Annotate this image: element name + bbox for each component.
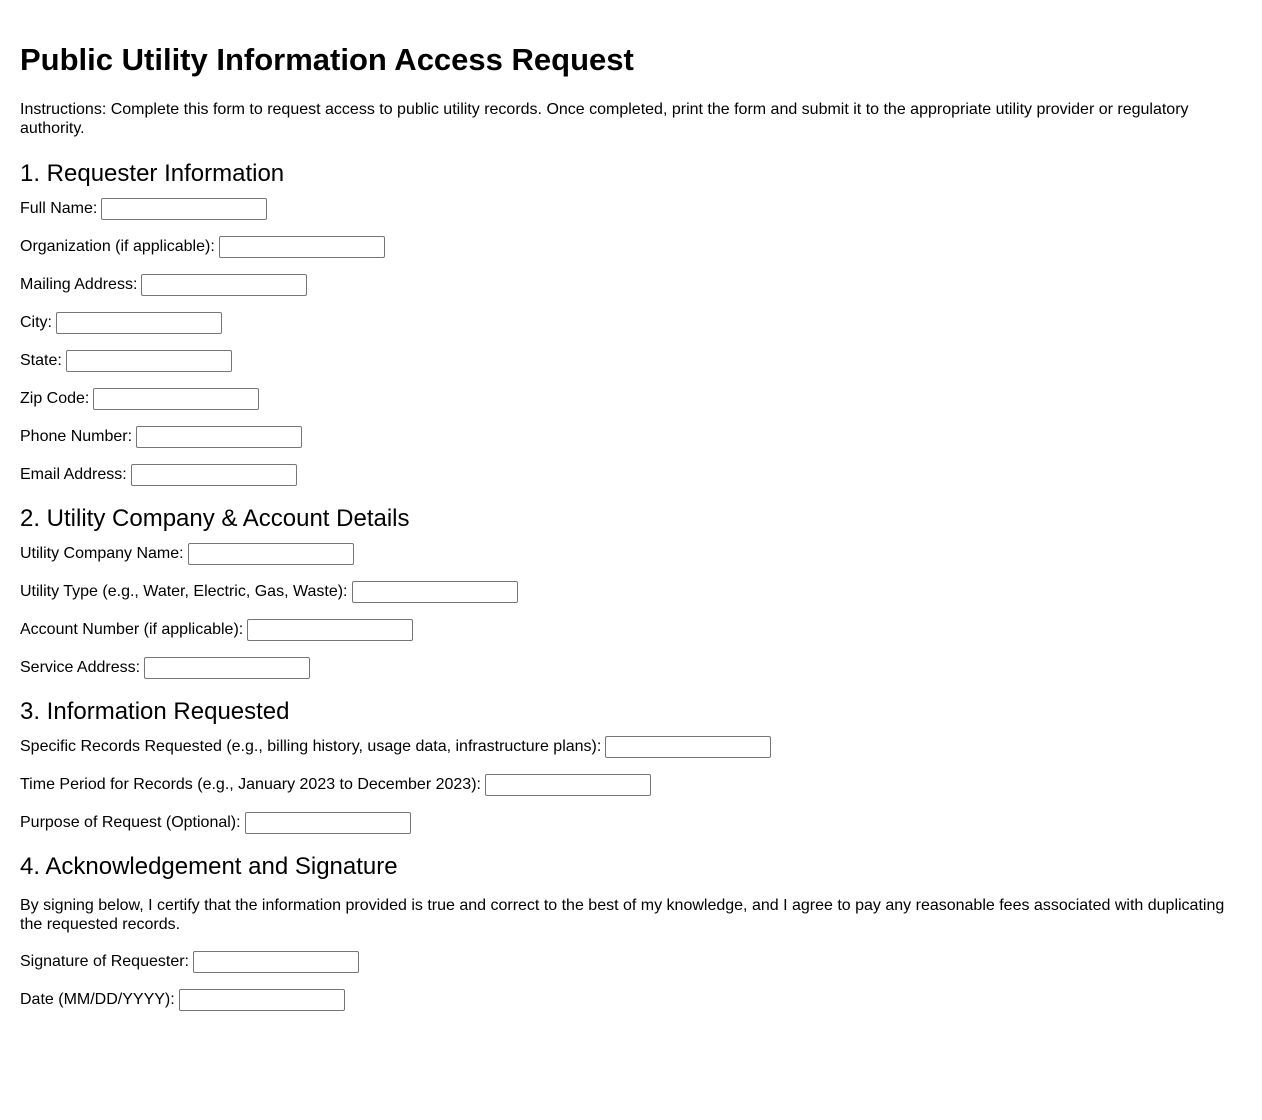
service-address-label: Service Address: xyxy=(20,659,141,676)
time-period-row xyxy=(20,774,1242,796)
phone-number-label: Phone Number: xyxy=(20,428,133,445)
date-row xyxy=(20,989,1242,1011)
utility-type-label: Utility Type (e.g., Water, Electric, Gas, Waste): xyxy=(20,583,348,600)
section-requester-title: 1. Requester Information xyxy=(20,160,285,187)
city-input[interactable] xyxy=(56,312,222,334)
specific-records-input[interactable] xyxy=(605,736,771,758)
utility-fields xyxy=(20,543,1242,679)
city-row xyxy=(20,312,1242,334)
requester-fields xyxy=(20,198,1242,486)
utility-type-input[interactable] xyxy=(352,581,518,603)
phone-number-input[interactable] xyxy=(136,426,302,448)
section-acknowledgement-title: 4. Acknowledgement and Signature xyxy=(20,853,398,880)
service-address-input[interactable] xyxy=(144,657,310,679)
zip-code-input[interactable] xyxy=(93,388,259,410)
mailing-address-row xyxy=(20,274,1242,296)
section-utility-title: 2. Utility Company & Account Details xyxy=(20,505,410,532)
date-input[interactable] xyxy=(179,989,345,1011)
organization-row xyxy=(20,236,1242,258)
purpose-input[interactable] xyxy=(245,812,411,834)
mailing-address-input[interactable] xyxy=(141,274,307,296)
full-name-label: Full Name: xyxy=(20,200,98,217)
zip-code-row xyxy=(20,388,1242,410)
zip-code-label: Zip Code: xyxy=(20,390,90,407)
account-number-row xyxy=(20,619,1242,641)
city-label: City: xyxy=(20,314,52,331)
signature-label: Signature of Requester: xyxy=(20,953,189,970)
organization-label: Organization (if applicable): xyxy=(20,238,215,255)
page-title: Public Utility Information Access Request xyxy=(20,42,634,77)
utility-company-row xyxy=(20,543,1242,565)
state-label: State: xyxy=(20,352,62,369)
signature-input[interactable] xyxy=(193,951,359,973)
email-address-row xyxy=(20,464,1242,486)
acknowledgement-text: By signing below, I certify that the information provided is true and correct to the best of my knowledge, and I agree to pay any reasonable fees associated with duplicating the requested records. xyxy=(20,897,1225,933)
time-period-label: Time Period for Records (e.g., January 2023 to December 2023): xyxy=(20,776,481,793)
account-number-label: Account Number (if applicable): xyxy=(20,621,244,638)
state-row xyxy=(20,350,1242,372)
utility-type-row xyxy=(20,581,1242,603)
organization-input[interactable] xyxy=(219,236,385,258)
specific-records-label: Specific Records Requested (e.g., billing history, usage data, infrastructure plans): xyxy=(20,738,602,755)
specific-records-row xyxy=(20,736,1242,758)
purpose-row xyxy=(20,812,1242,834)
date-label: Date (MM/DD/YYYY): xyxy=(20,991,175,1008)
section-information-title: 3. Information Requested xyxy=(20,698,290,725)
email-address-input[interactable] xyxy=(131,464,297,486)
email-address-label: Email Address: xyxy=(20,466,127,483)
information-fields xyxy=(20,736,1242,834)
account-number-input[interactable] xyxy=(247,619,413,641)
time-period-input[interactable] xyxy=(485,774,651,796)
signature-row xyxy=(20,951,1242,973)
signature-fields xyxy=(20,951,1242,1011)
utility-company-label: Utility Company Name: xyxy=(20,545,184,562)
state-input[interactable] xyxy=(66,350,232,372)
full-name-row xyxy=(20,198,1242,220)
full-name-input[interactable] xyxy=(101,198,267,220)
mailing-address-label: Mailing Address: xyxy=(20,276,138,293)
purpose-label: Purpose of Request (Optional): xyxy=(20,814,241,831)
instructions-text: Instructions: Complete this form to request access to public utility records. Once completed, print the form and submit it to the appropriate utility provider or regulatory authority. xyxy=(20,101,1189,137)
service-address-row xyxy=(20,657,1242,679)
phone-number-row xyxy=(20,426,1242,448)
utility-company-input[interactable] xyxy=(188,543,354,565)
